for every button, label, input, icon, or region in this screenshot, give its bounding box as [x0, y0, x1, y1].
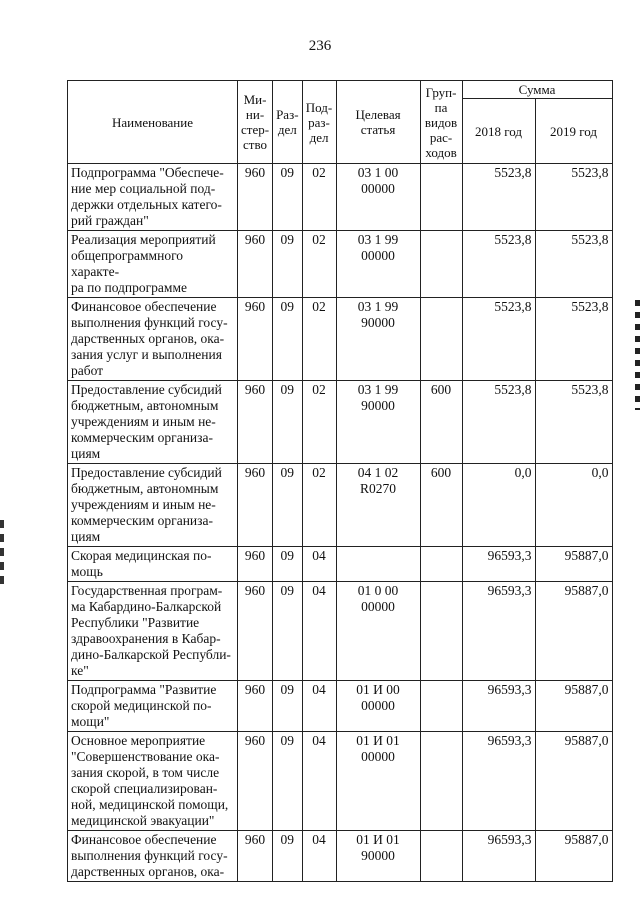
table-row	[68, 164, 613, 231]
table-row	[68, 298, 613, 381]
row-subsection-code: 02	[302, 464, 336, 547]
row-ministry-code: 960	[238, 547, 273, 582]
row-target-article: 03 1 99 90000	[336, 298, 420, 381]
row-amount-2018: 96593,3	[462, 732, 535, 831]
row-name: Предоставление субсидий бюджетным, автономным учреждениям и иным не- коммерческим организа- циям	[68, 381, 238, 464]
row-expense-group	[420, 231, 462, 298]
row-ministry-code: 960	[238, 298, 273, 381]
header-sum: Сумма	[462, 81, 612, 99]
row-amount-2018: 5523,8	[462, 298, 535, 381]
row-subsection-code: 02	[302, 231, 336, 298]
row-name: Скорая медицинская по- мощь	[68, 547, 238, 582]
row-amount-2018: 5523,8	[462, 164, 535, 231]
row-target-article: 03 1 00 00000	[336, 164, 420, 231]
row-target-article: 01 И 00 00000	[336, 681, 420, 732]
scan-edge-mark	[635, 300, 640, 410]
row-amount-2018: 96593,3	[462, 582, 535, 681]
row-ministry-code: 960	[238, 831, 273, 882]
row-target-article: 01 0 00 00000	[336, 582, 420, 681]
row-target-article: 01 И 01 00000	[336, 732, 420, 831]
header-expense-group: Груп- па видов рас- ходов	[420, 81, 462, 164]
row-ministry-code: 960	[238, 732, 273, 831]
header-target-article: Целевая статья	[336, 81, 420, 164]
row-target-article: 03 1 99 00000	[336, 231, 420, 298]
table-row	[68, 464, 613, 547]
row-ministry-code: 960	[238, 164, 273, 231]
row-expense-group	[420, 681, 462, 732]
row-section-code: 09	[273, 381, 302, 464]
row-amount-2018: 0,0	[462, 464, 535, 547]
row-section-code: 09	[273, 831, 302, 882]
row-ministry-code: 960	[238, 381, 273, 464]
row-subsection-code: 02	[302, 381, 336, 464]
row-subsection-code: 02	[302, 164, 336, 231]
row-section-code: 09	[273, 164, 302, 231]
row-subsection-code: 04	[302, 547, 336, 582]
table-row	[68, 547, 613, 582]
row-name: Государственная програм- ма Кабардино-Балкарской Республики "Развитие здравоохранения в Кабар- дино-Балкарской Республи- ке"	[68, 582, 238, 681]
row-section-code: 09	[273, 732, 302, 831]
row-amount-2018: 96593,3	[462, 831, 535, 882]
row-amount-2019: 5523,8	[535, 231, 612, 298]
row-expense-group	[420, 831, 462, 882]
row-target-article: 04 1 02 R0270	[336, 464, 420, 547]
header-name: Наименование	[68, 81, 238, 164]
table-row	[68, 681, 613, 732]
row-subsection-code: 02	[302, 298, 336, 381]
row-expense-group	[420, 298, 462, 381]
row-target-article: 03 1 99 90000	[336, 381, 420, 464]
row-subsection-code: 04	[302, 732, 336, 831]
row-name: Финансовое обеспечение выполнения функций госу- дарственных органов, ока- зания услуг и выполнения работ	[68, 298, 238, 381]
header-ministry: Ми- ни- стер- ство	[238, 81, 273, 164]
row-amount-2019: 95887,0	[535, 681, 612, 732]
row-subsection-code: 04	[302, 681, 336, 732]
row-amount-2018: 96593,3	[462, 681, 535, 732]
header-year-2019: 2019 год	[535, 99, 612, 164]
row-ministry-code: 960	[238, 582, 273, 681]
header-row-1	[68, 81, 613, 99]
row-name: Подпрограмма "Развитие скорой медицинской по- мощи"	[68, 681, 238, 732]
row-amount-2018: 5523,8	[462, 381, 535, 464]
row-expense-group	[420, 732, 462, 831]
row-subsection-code: 04	[302, 831, 336, 882]
row-amount-2019: 5523,8	[535, 381, 612, 464]
header-section: Раз- дел	[273, 81, 302, 164]
scan-edge-mark	[0, 520, 4, 590]
row-section-code: 09	[273, 547, 302, 582]
row-target-article: 01 И 01 90000	[336, 831, 420, 882]
row-amount-2019: 0,0	[535, 464, 612, 547]
row-section-code: 09	[273, 298, 302, 381]
row-name: Основное мероприятие "Совершенствование ока- зания скорой, в том числе скорой специализирован- ной, медицинской помощи, медицинской эвакуации"	[68, 732, 238, 831]
row-section-code: 09	[273, 231, 302, 298]
row-expense-group: 600	[420, 464, 462, 547]
row-amount-2019: 5523,8	[535, 298, 612, 381]
row-expense-group	[420, 582, 462, 681]
table-row	[68, 231, 613, 298]
row-name: Предоставление субсидий бюджетным, автономным учреждениям и иным не- коммерческим организа- циям	[68, 464, 238, 547]
table-row	[68, 582, 613, 681]
row-target-article	[336, 547, 420, 582]
header-year-2018: 2018 год	[462, 99, 535, 164]
table-body	[68, 164, 613, 882]
row-section-code: 09	[273, 681, 302, 732]
row-section-code: 09	[273, 464, 302, 547]
row-expense-group: 600	[420, 381, 462, 464]
row-amount-2019: 95887,0	[535, 732, 612, 831]
row-ministry-code: 960	[238, 464, 273, 547]
row-amount-2019: 95887,0	[535, 547, 612, 582]
row-section-code: 09	[273, 582, 302, 681]
row-name: Реализация мероприятий общепрограммного характе- ра по подпрограмме	[68, 231, 238, 298]
row-amount-2019: 5523,8	[535, 164, 612, 231]
row-subsection-code: 04	[302, 582, 336, 681]
table-row	[68, 831, 613, 882]
row-name: Финансовое обеспечение выполнения функций госу- дарственных органов, ока-	[68, 831, 238, 882]
table-row	[68, 381, 613, 464]
page-number: 236	[308, 38, 332, 54]
row-name: Подпрограмма "Обеспече- ние мер социальной под- держки отдельных катего- рий граждан"	[68, 164, 238, 231]
row-ministry-code: 960	[238, 681, 273, 732]
row-amount-2019: 95887,0	[535, 831, 612, 882]
row-amount-2018: 5523,8	[462, 231, 535, 298]
row-expense-group	[420, 547, 462, 582]
row-amount-2019: 95887,0	[535, 582, 612, 681]
budget-table	[67, 80, 613, 882]
header-subsection: Под- раз- дел	[302, 81, 336, 164]
row-ministry-code: 960	[238, 231, 273, 298]
row-expense-group	[420, 164, 462, 231]
table-row	[68, 732, 613, 831]
row-amount-2018: 96593,3	[462, 547, 535, 582]
